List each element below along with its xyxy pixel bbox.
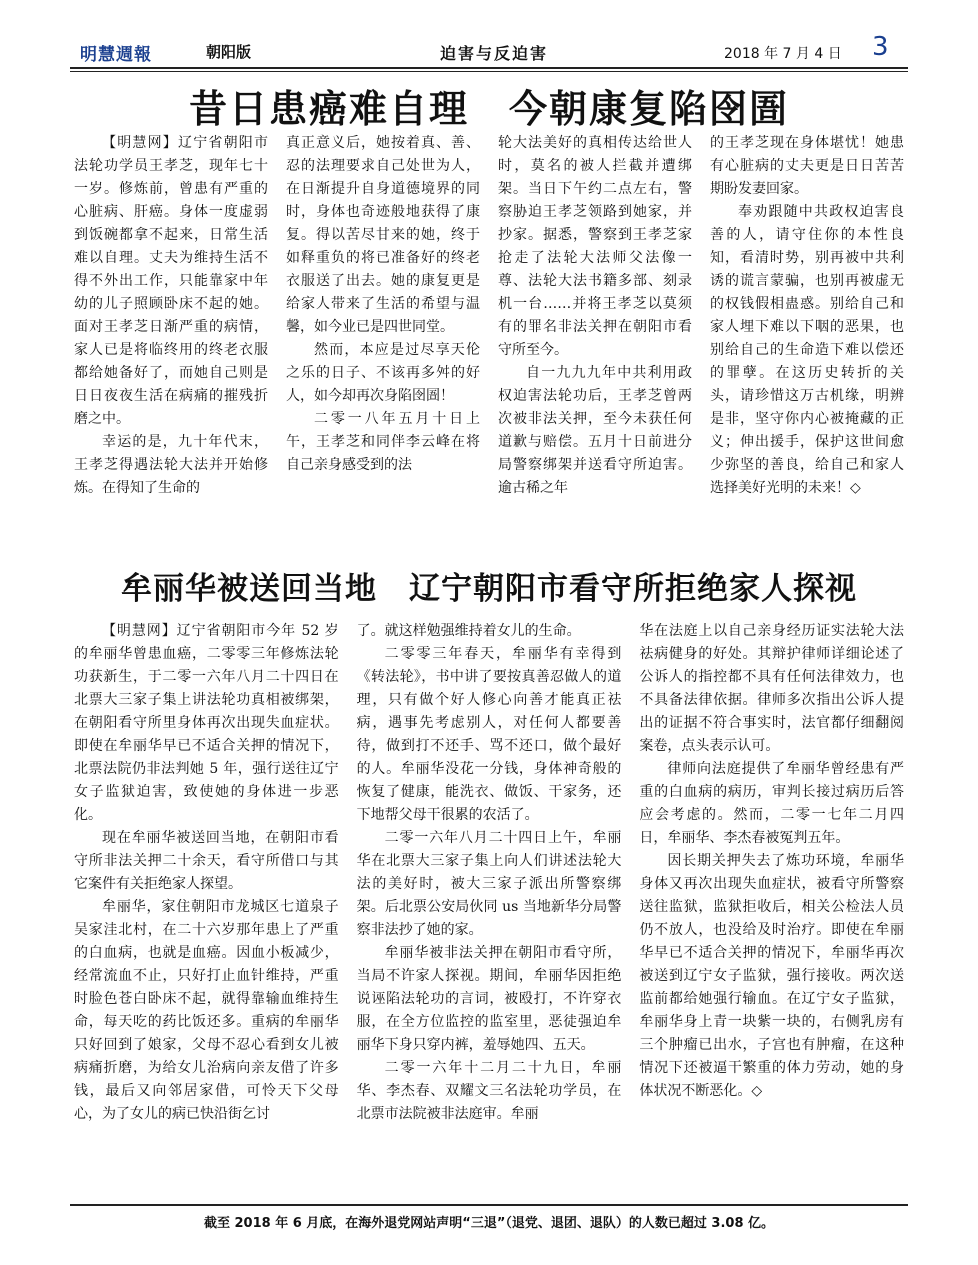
paragraph: 现在牟丽华被送回当地，在朝阳市看守所非法关押二十余天，看守所借口与其它案件有关拒绝家人探望。: [74, 830, 339, 892]
paragraph: 幸运的是，九十年代末，王孝芝得遇法轮大法并开始修炼。在得知了生命的: [74, 434, 268, 496]
paragraph: 二零一八年五月十日上午，王孝芝和同伴李云峰在将自己亲身感受到的法: [286, 411, 480, 473]
paragraph: 牟丽华，家住朝阳市龙城区七道泉子吴家洼北村，在二十六岁那年患上了严重的白血病，也就是血癌。因血小板减少，经常流血不止，只好打止血针维持，严重时脸色苍白卧床不起，就得靠输血维持生命，每天吃的药比饭还多。重病的牟丽华只好回到了娘家，父母不忍心看到女儿被病痛折磨，为给女儿治病向亲友借了许多钱，最后又向邻居家借，可怜天下父母心，为了女儿的病已快沿街乞讨: [74, 899, 339, 1122]
paragraph: 轮大法美好的真相传达给世人时，莫名的被人拦截并遭绑架。当日下午约二点左右，警察胁迫王孝芝领路到她家，并抄家。据悉，警察到王孝芝家抢走了法轮大法师父法像一尊、法轮大法书籍多部、刻录机一台……并将王孝芝以莫须有的罪名非法关押在朝阳市看守所至今。: [498, 135, 692, 358]
article-1-body: [74, 132, 904, 547]
paragraph: 奉劝跟随中共政权迫害良善的人，请守住你的本性良知，看清时势，别再被中共利诱的谎言蒙骗，也别再被虚无的权钱假相蛊惑。别给自己和家人埋下难以下咽的恶果，也别给自己的生命造下难以偿还的罪孽。在这历史转折的关头，请珍惜这万古机缘，明辨是非，坚守你内心被掩藏的正义；伸出援手，保护这世间愈少弥坚的善良，给自己和家人选择美好光明的未来！◇: [710, 204, 904, 496]
article-1-headline: 昔日患癌难自理 今朝康复陷囹圄: [188, 86, 789, 131]
edition-label: 朝阳版: [206, 43, 252, 61]
paragraph: 的王孝芝现在身体堪忧！她患有心脏病的丈夫更是日日苦苦期盼发妻回家。: [710, 135, 904, 197]
paragraph: 律师向法庭提供了牟丽华曾经患有严重的白血病的病历，审判长接过病历后答应会考虑的。然而，二零一七年二月四日，牟丽华、李杰春被冤判五年。: [639, 761, 905, 846]
issue-date: 2018 年 7 月 4 日: [724, 46, 842, 62]
section-title: 迫害与反迫害: [440, 44, 549, 63]
paragraph: 了。就这样勉强维持着女儿的生命。: [356, 623, 581, 639]
article-2-column: [639, 620, 904, 1200]
masthead: 明慧週報: [80, 45, 152, 65]
paragraph: 自一九九九年中共利用政权迫害法轮功后，王孝芝曾两次被非法关押，至今未获任何道歉与赔偿。五月十日前进分局警察绑架并送看守所迫害。逾古稀之年: [498, 365, 692, 496]
footer-notice: 截至 2018 年 6 月底，在海外退党网站声明“三退”（退党、退团、退队）的人数已超过 3.08 亿。: [203, 1216, 775, 1231]
article-1-column: [498, 132, 692, 547]
article-2-column: [74, 620, 339, 1200]
article-2-headline: 牟丽华被送回当地 辽宁朝阳市看守所拒绝家人探视: [121, 571, 857, 607]
paragraph: 【明慧网】辽宁省朝阳市今年 52 岁的牟丽华曾患血癌，二零零三年修炼法轮功获新生，于二零一六年八月二十四日在北票大三家子集上讲法轮功真相被绑架，在朝阳看守所里身体再次出现失血症状。即使在牟丽华早已不适合关押的情况下，北票法院仍非法判她 5 年，强行送往辽宁女子监狱迫害，致使她的身体进一步恶化。: [74, 623, 339, 823]
page-header: [70, 32, 908, 68]
paragraph: 牟丽华被非法关押在朝阳市看守所，当局不许家人探视。期间，牟丽华因拒绝说诬陷法轮功的言词，被殴打，不许穿衣服，在全方位监控的监室里，恶徒强迫牟丽华下身只穿内裤，羞辱她四、五天。: [356, 945, 622, 1053]
article-1-column: [286, 132, 480, 547]
paragraph: 因长期关押失去了炼功环境，牟丽华身体又再次出现失血症状，被看守所警察送往监狱，监狱拒收后，相关公检法人员仍不放人，也没给及时治疗。即使在牟丽华早已不适合关押的情况下，牟丽华再次被送到辽宁女子监狱，强行接收。两次送监前都给她强行输血。在辽宁女子监狱，牟丽华身上青一块紫一块的，右侧乳房有三个肿瘤已出水，子宫也有肿瘤，在这种情况下还被逼干繁重的体力劳动，她的身体状况不断恶化。◇: [639, 853, 905, 1099]
paragraph: 二零一六年十二月二十九日，牟丽华、李杰春、双耀文三名法轮功学员，在北票市法院被非法庭审。牟丽: [356, 1060, 622, 1122]
header-rule: [70, 67, 908, 69]
paragraph: 二零一六年八月二十四日上午，牟丽华在北票大三家子集上向人们讲述法轮大法的美好时，被大三家子派出所警察绑架。后北票公安局伙同 us 当地新华分局警察非法抄了她的家。: [356, 830, 622, 938]
article-2-column: [357, 620, 622, 1200]
header-rule-thin: [70, 71, 908, 72]
paragraph: 真正意义后，她按着真、善、忍的法理要求自己处世为人，在日渐提升自身道德境界的同时，身体也奇迹般地获得了康复。得以苦尽甘来的她，终于如释重负的将已准备好的终老衣服送了出去。她的康复更是给家人带来了生活的希望与温馨，如今业已是四世同堂。: [286, 135, 480, 335]
paragraph: 华在法庭上以自己亲身经历证实法轮大法祛病健身的好处。其辩护律师详细论述了公诉人的指控都不具有任何法律效力，也不具备法律依据。律师多次指出公诉人提出的证据不符合事实时，法官都仔细翻阅案卷，点头表示认可。: [639, 623, 905, 754]
paragraph: 【明慧网】辽宁省朝阳市法轮功学员王孝芝，现年七十一岁。修炼前，曾患有严重的心脏病、肝癌。身体一度虚弱到饭碗都拿不起来，日常生活难以自理。丈夫为维持生活不得不外出工作，只能靠家中年幼的儿子照顾卧床不起的她。面对王孝芝日渐严重的病情，家人已是将临终用的终老衣服都给她备好了，而她自己则是日日夜夜生活在病痛的摧残折磨之中。: [74, 135, 268, 427]
footer-rule: [70, 1204, 908, 1206]
paragraph: 二零零三年春天，牟丽华有幸得到《转法轮》，书中讲了要按真善忍做人的道理，只有做个好人修心向善才能真正祛病，遇事先考虑别人，对任何人都要善待，做到打不还手、骂不还口，做个最好的人。牟丽华没花一分钱，身体神奇般的恢复了健康，能洗衣、做饭、干家务，还下地帮父母干很累的农活了。: [356, 646, 622, 823]
paragraph: 然而，本应是过尽享天伦之乐的日子、不该再多舛的好人，如今却再次身陷囹圄！: [286, 342, 480, 404]
article-1-column: [74, 132, 268, 547]
article-2-body: [74, 620, 904, 1200]
article-1-column: [710, 132, 904, 547]
page-number: 3: [872, 32, 889, 62]
